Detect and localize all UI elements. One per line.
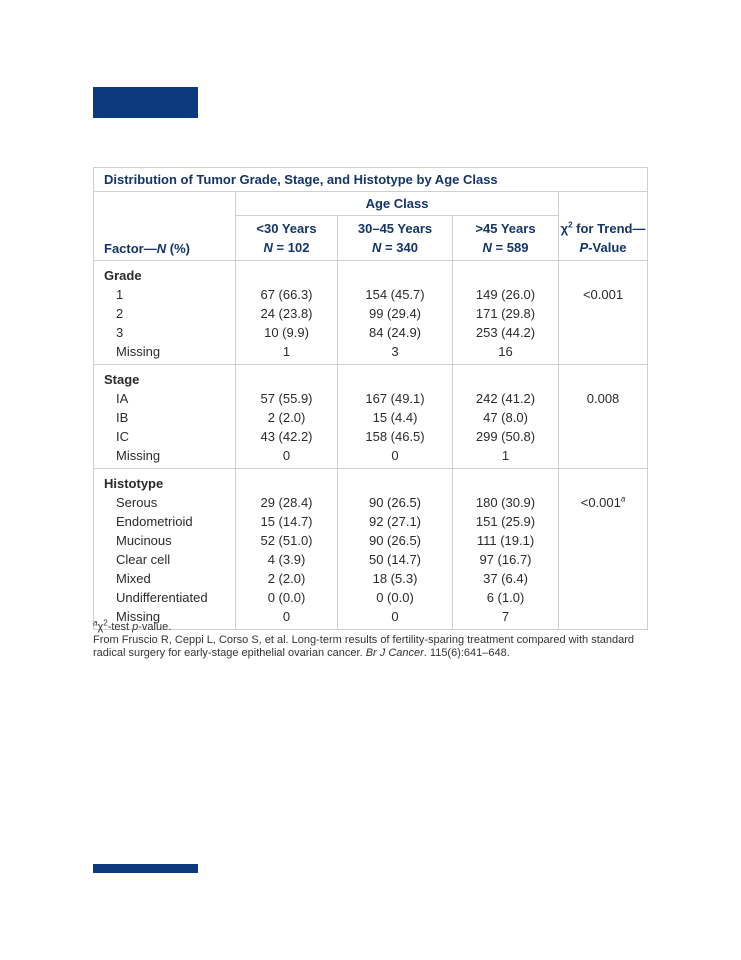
row-label: 2 (94, 304, 236, 323)
col-30to45-header: 30–45 Years N = 340 (338, 216, 453, 261)
age-class-header: Age Class (236, 192, 559, 216)
cell-over45: 253 (44.2) (453, 323, 559, 342)
cell-over45: 37 (6.4) (453, 569, 559, 588)
cell-30to45: 92 (27.1) (338, 512, 453, 531)
cell-30to45: 90 (26.5) (338, 531, 453, 550)
row-label: Mixed (94, 569, 236, 588)
section-pvalue: <0.001 (559, 261, 648, 365)
cell-over45: 149 (26.0) (453, 285, 559, 304)
cell-over45: 6 (1.0) (453, 588, 559, 607)
cell-under30: 0 (236, 607, 338, 630)
section-title: Grade (94, 261, 236, 286)
cell-30to45: 18 (5.3) (338, 569, 453, 588)
cell-30to45: 99 (29.4) (338, 304, 453, 323)
cell-under30: 2 (2.0) (236, 408, 338, 427)
cell-30to45: 84 (24.9) (338, 323, 453, 342)
cell-under30: 4 (3.9) (236, 550, 338, 569)
section-title: Histotype (94, 469, 236, 494)
cell-under30: 24 (23.8) (236, 304, 338, 323)
cell-under30: 43 (42.2) (236, 427, 338, 446)
trend-pvalue-header: $\chi^2$ for Trend— P-Value (559, 216, 648, 261)
section-pvalue: <0.001$^a$ (559, 469, 648, 630)
cell-under30: 67 (66.3) (236, 285, 338, 304)
cell-under30: 29 (28.4) (236, 493, 338, 512)
row-label: IB (94, 408, 236, 427)
row-label: Mucinous (94, 531, 236, 550)
row-label: Endometrioid (94, 512, 236, 531)
table-footnotes (93, 618, 653, 660)
col-under30-header: <30 Years N = 102 (236, 216, 338, 261)
cell-30to45: 158 (46.5) (338, 427, 453, 446)
age-class-table (93, 167, 648, 630)
cell-under30: 15 (14.7) (236, 512, 338, 531)
row-label: Missing (94, 342, 236, 365)
bottom-accent-bar (93, 864, 198, 873)
row-label: IA (94, 389, 236, 408)
cell-over45: 180 (30.9) (453, 493, 559, 512)
section-pvalue: 0.008 (559, 365, 648, 469)
cell-30to45: 50 (14.7) (338, 550, 453, 569)
cell-over45: 97 (16.7) (453, 550, 559, 569)
cell-over45: 299 (50.8) (453, 427, 559, 446)
cell-under30: 2 (2.0) (236, 569, 338, 588)
row-label: Undifferentiated (94, 588, 236, 607)
cell-under30: 0 (236, 446, 338, 469)
cell-30to45: 0 (338, 446, 453, 469)
row-label: 1 (94, 285, 236, 304)
cell-over45: 7 (453, 607, 559, 630)
row-label: Missing (94, 446, 236, 469)
cell-30to45: 154 (45.7) (338, 285, 453, 304)
footnote-a: $^a\chi^2$-test p-value. (93, 618, 172, 633)
cell-under30: 57 (55.9) (236, 389, 338, 408)
source-citation: From Fruscio R, Ceppi L, Corso S, et al. Long-term results of fertility-sparing treatment compared with standard radical surgery for early-stage epithelial ovarian cancer. Br J Cancer. 115(6):641–648. (93, 634, 635, 659)
cell-over45: 151 (25.9) (453, 512, 559, 531)
table-caption: Distribution of Tumor Grade, Stage, and Histotype by Age Class (94, 168, 648, 192)
top-accent-bar (93, 87, 198, 118)
cell-over45: 171 (29.8) (453, 304, 559, 323)
cell-30to45: 0 (0.0) (338, 588, 453, 607)
cell-over45: 242 (41.2) (453, 389, 559, 408)
row-label: IC (94, 427, 236, 446)
row-label: Clear cell (94, 550, 236, 569)
cell-under30: 52 (51.0) (236, 531, 338, 550)
row-label: Missing (94, 607, 236, 630)
col-over45-header: >45 Years N = 589 (453, 216, 559, 261)
cell-30to45: 15 (4.4) (338, 408, 453, 427)
cell-over45: 16 (453, 342, 559, 365)
row-label: Serous (94, 493, 236, 512)
cell-over45: 47 (8.0) (453, 408, 559, 427)
cell-under30: 0 (0.0) (236, 588, 338, 607)
cell-under30: 1 (236, 342, 338, 365)
cell-over45: 1 (453, 446, 559, 469)
cell-30to45: 167 (49.1) (338, 389, 453, 408)
row-label: 3 (94, 323, 236, 342)
cell-30to45: 90 (26.5) (338, 493, 453, 512)
cell-under30: 10 (9.9) (236, 323, 338, 342)
cell-30to45: 3 (338, 342, 453, 365)
factor-header: Factor—N (%) (94, 216, 236, 261)
section-title: Stage (94, 365, 236, 390)
cell-30to45: 0 (338, 607, 453, 630)
cell-over45: 111 (19.1) (453, 531, 559, 550)
